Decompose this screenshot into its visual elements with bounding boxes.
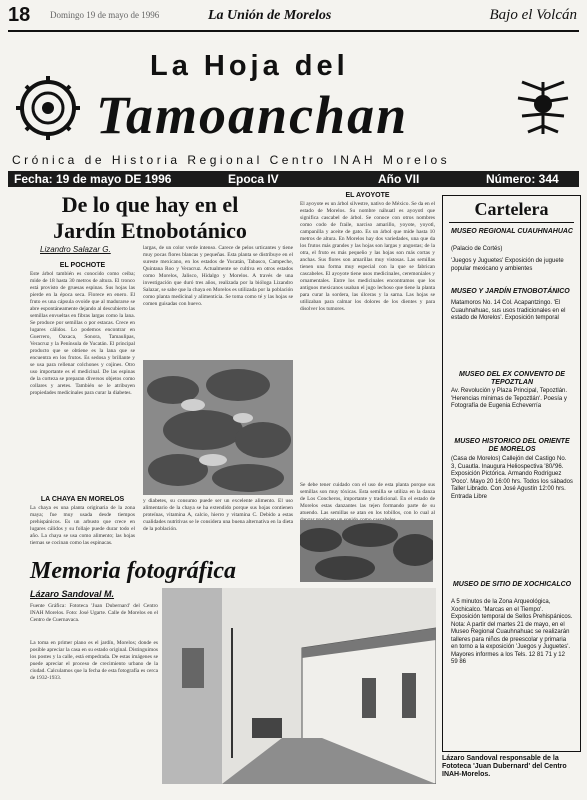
article-paragraph: La chaya es una planta originaria de la zona maya; fue muy usada desde tiempos prehispánicos. Es un arbusto que crece en lugares cálidos y su follaje puede durar todo el año. La chaya se usa como alimento; las hojas tiernas se cocinan como las espinacas.	[30, 505, 135, 546]
subhead-chaya: LA CHAYA EN MORELOS	[40, 496, 125, 503]
venue-location: (Palacio de Cortés)	[451, 246, 503, 252]
event-text: 'Juegos y Juguetes' Exposición de juguete popular mexicano y ambientes	[451, 258, 564, 272]
cartelera-footer: Lázaro Sandoval responsable de la Fototeca 'Juan Dubernard' del Centro INAH-Morelos.	[442, 755, 567, 778]
issue-date: Fecha: 19 de mayo DE 1996	[14, 172, 172, 186]
plant-glyph-icon	[514, 74, 572, 140]
issue-info-band	[8, 171, 579, 187]
venue-cuautla: MUSEO HISTORICO DEL ORIENTE DE MORELOS	[454, 438, 570, 453]
memoria-paragraph: La toma en primer plano es el jardín, Morelos; donde es posible apreciar la casa en su estado original. Distinguimos los postes y la calle, está empedrada. De estas imágenes se puede apreciar el proceso de crecimiento urbano de la ciudad. Calculamos que la fecha de esta fotografía es cerca de 1932-1933.	[30, 640, 158, 681]
page-header	[8, 4, 579, 32]
venue-museo-regional: MUSEO REGIONAL CUAUHNAHUAC	[451, 228, 573, 235]
event-text: A 5 minutos de la Zona Arqueológica, Xochicalco. 'Marcas en el Tiempo'. Exposición temporal de Sellos Prehispánicos. Nota: A partir del martes 21 de mayo, en el Museo Regional Cuauhnahuac se realizarán talleres para niños de preescolar y primaria en torno a la exposición 'Juegos y Juguetes'. Mayores informes a los Tels. 12 81 71 y 12 59 86	[451, 599, 573, 665]
article-paragraph: Se debe tener cuidado con el uso de esta planta porque sus semillas son muy tóxicas. Esta semilla se utiliza en la danza de Los Concheros, importante y tradicional. En el estado de Morelos estas danzantes las tejen formando parte de su atuendo. Las semillas se atan en los tobillos, con lo cual al	[300, 482, 435, 516]
article-paragraph: El ayoyote es un árbol silvestre, nativo de México. Se da en el estado de Morelos. Su nombre náhuatl es ayoyotl que significa cascabel de árbol. Se conoce con otros nombres como codo de fraile, narciso amarillo, yoyote, yoyotl, campanilla y aceite de gato. Es un árbol que mide hasta 10 metros de altura. En Morelos hay dos variedades, una que da los frutos más grandes y las hojas son largas y angostas; de la otra, el fruto es más pequeño y las hojas son más cortas y anchas. Sus flores son amarillas muy vistosas. Las semillas tienen una forma muy especial con la que se fabrican cascabeles. El ayoyote tiene usos medicinales, ceremoniales y ornamentales. Entre los medicinales encontramos que los antiguos mexicanos usaban el jugo lechoso que tiene la planta para curar la sordera, las úlceras y la sarna. Las hojas se utilizaban para calmar los dolores de los dientes y para disolver los tumores.	[300, 201, 435, 312]
event-text: Av. Revolución y Plaza Principal, Tepoztlán. 'Herencias mínimas de Tepoztlán'. Poesía y Fotografía de Eugenia Echeverría	[451, 388, 568, 409]
subhead-pochote: EL POCHOTE	[59, 262, 106, 269]
photo-credits: Fuente Gráfica: Fototeca 'Juan Dubernard' del Centro INAH Morelos. Foto: José Ugarte. Calle de Morelos en el Centro de Cuernavaca.	[30, 603, 158, 623]
historic-street-photo	[162, 588, 436, 784]
article-byline: Lizandro Salazar G.	[40, 245, 111, 254]
cartelera-box	[442, 195, 581, 752]
page-number: 18	[8, 4, 31, 26]
venue-jardin: MUSEO Y JARDÍN ETNOBOTÁNICO	[451, 288, 570, 295]
issue-epoch: Epoca IV	[228, 172, 279, 186]
event-text: (Casa de Morelos) Callejón del Castigo No. 3, Cuautla. Inaugura Heliospectiva '80/'96. Exposición Pictórica. Armando Rodríguez 'Poco'. Mayo 20 16:00 hrs. Todos los sábados Taller Librado. Con José Agustín 12:00 hrs. Entrada Libre	[451, 456, 573, 500]
sun-glyph-icon	[12, 76, 84, 140]
masthead-title: Tamoanchan	[96, 85, 409, 145]
section-name: Bajo el Volcán	[489, 7, 577, 23]
venue-xochicalco: MUSEO DE SITIO DE XOCHICALCO	[452, 581, 572, 588]
date-line: Domingo 19 de mayo de 1996	[50, 10, 160, 20]
chaya-plant-photo	[143, 360, 293, 495]
subhead-ayoyote: EL AYOYOTE	[345, 192, 390, 199]
article-paragraph: y diabetes, su consumo puede ser un excelente alimento. El uso alimentario de la chaya se ha extendido porque sus hojas contienen proteínas, vitamina A, calcio, hierro y vitamina C. Debido a estas cualidades nutritivas se le considera una buena alternativa en la dieta de la población.	[143, 498, 293, 532]
article-paragraph: largas, de un color verde intenso. Carece de pelos urticantes y tiene muy pocas flores blancas y pequeñas. Esta planta se distribuye en el sureste mexicano, en los estados de Yucatán, Tabasco, Campeche, Quintana Roo y Veracruz. Actualmente se cultiva en otros estados como Morelos, Jalisco, Hidalgo y Morelos. A través de una investigación que duró tres años, realizada por la bióloga Lizandro Salazar, se sabe que la chaya en Morelos es utilizada por la población como planta medicinal y alimenticia. Se toma como té y las hojas se comen guisadas con huevo.	[143, 245, 293, 307]
issue-year: Año VII	[378, 172, 420, 186]
ayoyote-photo	[300, 520, 433, 582]
article-paragraph: Este árbol también es conocido como ceiba; mide de 18 hasta 30 metros de altura. El tronco está provisto de gruesas espinas. Sus hojas las pierde en la época seca. Florece en enero. El fruto es una cápsula ovoide que al madurarse se abre espontáneamente dejando al descubierto las semillas envueltas en fibras largas como la lana. Se produce por semillas o por estacas. Crece en lugares cálidos. Lo podemos encontrar en Guerrero, Oaxaca, Sonora, Tamaulipas, Veracruz y la Península de Yucatán. El principal producto que se obtiene es la lana que se encuentra en los frutos. Es sedosa y brillante y se usa para rellenar colchones y cojines. Otro uso importante es el medicinal. De las espinas de la corteza se preparan diversos objetos como collares y aretes. También se le atribuyen propiedades medicinales para curar la diabetes.	[30, 271, 135, 396]
memoria-title: Memoria fotográfica	[30, 558, 236, 584]
newspaper-name: La Unión de Morelos	[208, 8, 332, 23]
cartelera-title: Cartelera	[474, 199, 549, 219]
article-title: De lo que hay en el Jardín Etnobotánico	[53, 192, 247, 243]
venue-tepoztlan: MUSEO DEL EX CONVENTO DE TEPOZTLAN	[459, 371, 565, 386]
event-text: Matamoros No. 14 Col. Acapantzingo. 'El Cuauhnahuac, sus usos tradicionales en el estado de Morelos'. Exposición temporal	[451, 300, 566, 321]
issue-number: Número: 344	[486, 172, 559, 186]
memoria-byline: Lázaro Sandoval M.	[30, 589, 115, 599]
masthead-line1: La Hoja del	[150, 50, 349, 82]
divider	[449, 222, 574, 223]
masthead-tagline: Crónica de Historia Regional Centro INAH Morelos	[12, 153, 451, 167]
